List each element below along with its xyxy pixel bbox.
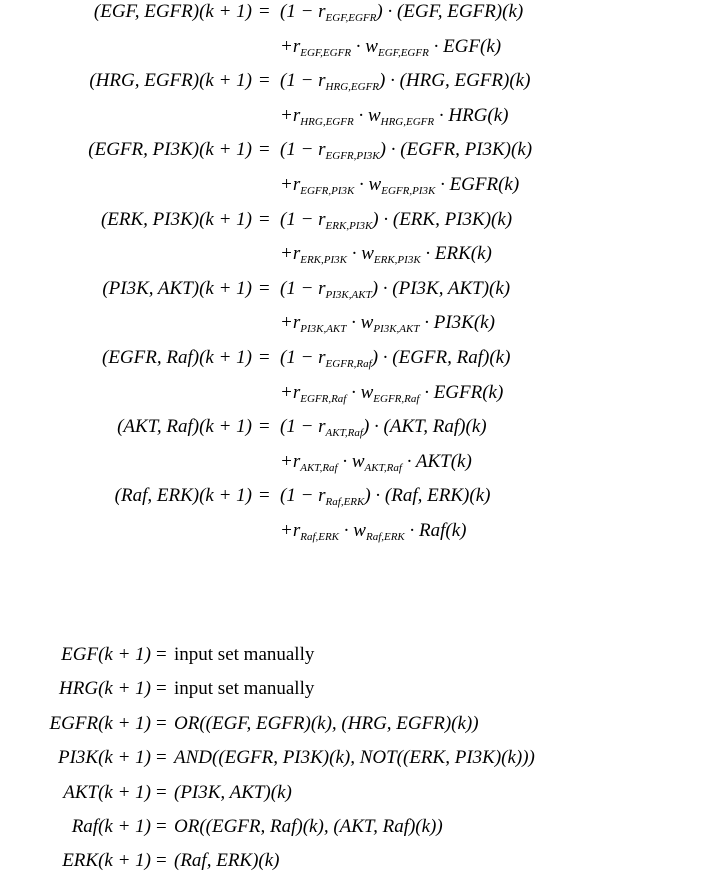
equals-sign: = — [156, 816, 167, 837]
equals-sign: = — [156, 712, 167, 734]
weight-subscript: EGF,EGFR — [377, 46, 429, 59]
rhs-term: (1 − r — [280, 277, 326, 299]
equation-rhs-line2 — [280, 36, 501, 59]
rhs-term: · w — [353, 104, 381, 126]
rhs-term: +r — [280, 381, 301, 403]
equals-sign: = — [156, 850, 167, 872]
weight-subscript: EGFR,Raf — [373, 392, 420, 405]
rhs-term: · w — [346, 243, 374, 265]
equation-rhs-line1 — [280, 278, 510, 301]
rhs-term: · w — [351, 35, 378, 57]
equals-sign: = — [259, 277, 270, 299]
rule-lhs: ERK(k + 1) — [62, 850, 151, 872]
equation-lhs: (AKT, Raf)(k + 1) — [117, 416, 252, 438]
rate-subscript: Raf,ERK — [325, 496, 365, 509]
rate-subscript: Raf,ERK — [300, 531, 340, 543]
equation-rhs-line1 — [280, 70, 530, 93]
rhs-term: (1 − r — [280, 1, 326, 22]
rate-subscript: EGFR,PI3K — [325, 150, 380, 163]
rhs-term: (1 − r — [280, 485, 326, 507]
equation-lhs: (EGF, EGFR)(k + 1) — [93, 1, 252, 22]
rhs-term: · PI3K(k) — [419, 312, 495, 334]
rule-rhs: OR((EGF, EGFR)(k), (HRG, EGFR)(k)) — [174, 712, 479, 734]
rule-rhs: AND((EGFR, PI3K)(k), NOT((ERK, PI3K)(k))) — [174, 747, 535, 769]
equals-sign: = — [259, 347, 270, 368]
equation-rhs-line1 — [280, 485, 490, 508]
equals-sign: = — [259, 208, 270, 230]
equals-sign: = — [156, 781, 167, 803]
rhs-term: +r — [280, 450, 301, 472]
rhs-term: +r — [280, 174, 301, 195]
rhs-term: +r — [280, 243, 301, 265]
rule-lhs: Raf(k + 1) — [71, 816, 151, 837]
rate-subscript: PI3K,AKT — [300, 323, 347, 336]
equals-sign: = — [259, 139, 270, 161]
rhs-term: · HRG(k) — [434, 104, 509, 126]
equals-sign: = — [259, 485, 270, 507]
equation-rhs-line2 — [280, 105, 508, 128]
rate-subscript: EGFR,PI3K — [300, 185, 355, 197]
rhs-term: · EGFR(k) — [419, 381, 504, 403]
rhs-term: (1 − r — [280, 208, 326, 230]
rule-lhs: EGF(k + 1) — [61, 644, 151, 665]
rate-subscript: AKT,Raf — [300, 461, 338, 474]
equation-rhs-line2 — [280, 451, 472, 474]
equation-lhs: (Raf, ERK)(k + 1) — [114, 485, 252, 507]
rate-subscript: ERK,PI3K — [300, 254, 347, 267]
weight-subscript: Raf,ERK — [365, 531, 405, 543]
rhs-term: · w — [339, 520, 366, 541]
rate-subscript: EGFR,Raf — [300, 392, 347, 405]
rhs-term: +r — [280, 520, 301, 541]
rule-lhs: HRG(k + 1) — [59, 678, 151, 700]
rule-rhs: (PI3K, AKT)(k) — [174, 781, 292, 803]
rhs-term: · w — [346, 312, 374, 334]
rhs-term: +r — [280, 35, 301, 57]
equation-lhs: (ERK, PI3K)(k + 1) — [100, 208, 252, 230]
weight-subscript: ERK,PI3K — [373, 254, 421, 267]
equation-rhs-line2 — [280, 312, 495, 335]
rhs-term: ) · (EGFR, PI3K)(k) — [379, 139, 533, 161]
rhs-term: ) · (Raf, ERK)(k) — [364, 485, 491, 507]
rate-subscript: EGFR,Raf — [325, 358, 372, 370]
rate-subscript: HRG,EGFR — [325, 81, 380, 94]
equation-rhs-line2 — [280, 382, 503, 405]
equation-lhs: (PI3K, AKT)(k + 1) — [102, 277, 252, 299]
rate-subscript: EGF,EGFR — [300, 46, 352, 59]
rhs-term: +r — [280, 104, 301, 126]
rhs-term: (1 − r — [280, 70, 326, 92]
equation-rhs-line2 — [280, 520, 467, 543]
rhs-term: +r — [280, 312, 301, 334]
equation-rhs-line1 — [280, 209, 512, 232]
rhs-term: ) · (HRG, EGFR)(k) — [379, 70, 531, 92]
rhs-term: ) · (AKT, Raf)(k) — [362, 416, 487, 438]
rule-lhs: PI3K(k + 1) — [57, 747, 151, 769]
rhs-term: (1 − r — [280, 139, 326, 161]
weight-subscript: PI3K,AKT — [373, 323, 420, 336]
rhs-term: ) · (ERK, PI3K)(k) — [372, 208, 513, 230]
equation-rhs-line1 — [280, 139, 532, 162]
weight-subscript: HRG,EGFR — [380, 115, 435, 128]
equals-sign: = — [259, 70, 270, 92]
rhs-term: · EGFR(k) — [435, 174, 520, 195]
equals-sign: = — [156, 678, 167, 700]
rule-rhs: input set manually — [174, 678, 315, 700]
rhs-term: · w — [346, 381, 374, 403]
rhs-term: ) · (PI3K, AKT)(k) — [371, 277, 511, 299]
rhs-term: · AKT(k) — [401, 450, 472, 472]
weight-subscript: EGFR,PI3K — [381, 185, 436, 197]
rule-lhs: EGFR(k + 1) — [49, 712, 151, 734]
rhs-term: ) · (EGF, EGFR)(k) — [376, 1, 524, 22]
equation-rhs-line1 — [280, 416, 487, 439]
equals-sign: = — [156, 747, 167, 769]
equals-sign: = — [156, 644, 167, 665]
rhs-term: (1 − r — [280, 347, 326, 368]
rate-subscript: AKT,Raf — [325, 427, 363, 440]
rate-subscript: HRG,EGFR — [300, 115, 354, 128]
rate-subscript: PI3K,AKT — [325, 288, 372, 301]
rate-subscript: ERK,PI3K — [325, 219, 373, 232]
equation-rhs-line1 — [280, 347, 510, 370]
rule-lhs: AKT(k + 1) — [63, 781, 151, 803]
rhs-term: · EGF(k) — [428, 35, 502, 57]
equation-rhs-line2 — [280, 174, 519, 197]
rate-subscript: EGF,EGFR — [325, 12, 377, 24]
weight-subscript: AKT,Raf — [364, 461, 402, 474]
equation-rhs-line2 — [280, 243, 492, 266]
equals-sign: = — [259, 416, 270, 438]
rhs-term: ) · (EGFR, Raf)(k) — [371, 347, 511, 368]
equation-lhs: (EGFR, Raf)(k + 1) — [102, 347, 252, 368]
rhs-term: · w — [354, 174, 382, 195]
rule-rhs: input set manually — [174, 644, 315, 665]
rhs-term: (1 − r — [280, 416, 326, 438]
rhs-term: · w — [337, 450, 365, 472]
equation-lhs: (HRG, EGFR)(k + 1) — [89, 70, 252, 92]
equation-lhs: (EGFR, PI3K)(k + 1) — [88, 139, 252, 161]
rhs-term: · Raf(k) — [404, 520, 467, 541]
equals-sign: = — [259, 1, 270, 22]
rhs-term: · ERK(k) — [420, 243, 492, 265]
equation-rhs-line1 — [280, 1, 523, 24]
rule-rhs: (Raf, ERK)(k) — [174, 850, 280, 872]
rule-rhs: OR((EGFR, Raf)(k), (AKT, Raf)(k)) — [174, 816, 443, 837]
